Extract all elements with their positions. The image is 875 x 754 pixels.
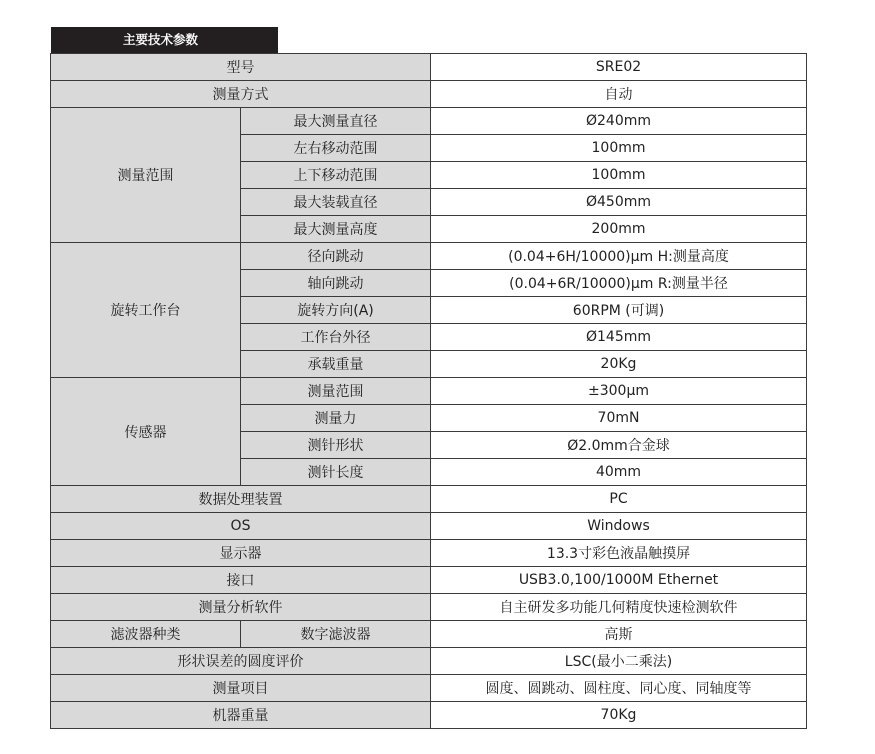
param-label: 显示器 [51, 540, 431, 567]
param-label: 上下移动范围 [241, 162, 431, 189]
table-row [51, 243, 807, 270]
param-label: 测量分析软件 [51, 594, 431, 621]
param-value: LSC(最小二乘法) [431, 648, 807, 675]
param-value: 40mm [431, 459, 807, 486]
param-value: 60RPM (可调) [431, 297, 807, 324]
section-title: 主要技术参数 [51, 27, 278, 53]
param-value: Ø240mm [431, 108, 807, 135]
param-label: 最大测量直径 [241, 108, 431, 135]
param-value: (0.04+6H/10000)µm H:测量高度 [431, 243, 807, 270]
table-row [51, 648, 807, 675]
table-row [51, 594, 807, 621]
param-value: Windows [431, 513, 807, 540]
param-label: 旋转方向(A) [241, 297, 431, 324]
param-label: 轴向跳动 [241, 270, 431, 297]
table-row [51, 486, 807, 513]
spec-table [50, 53, 807, 729]
param-label: OS [51, 513, 431, 540]
group-label: 滤波器种类 [51, 621, 241, 648]
param-value: 70Kg [431, 702, 807, 729]
table-row [51, 540, 807, 567]
param-label: 形状误差的圆度评价 [51, 648, 431, 675]
param-value: ±300µm [431, 378, 807, 405]
param-label: 数据处理装置 [51, 486, 431, 513]
table-row [51, 378, 807, 405]
param-label: 测量力 [241, 405, 431, 432]
param-value: Ø450mm [431, 189, 807, 216]
param-value: 自主研发多功能几何精度快速检测软件 [431, 594, 807, 621]
table-row [51, 513, 807, 540]
param-label: 接口 [51, 567, 431, 594]
param-value: PC [431, 486, 807, 513]
param-value: 自动 [431, 81, 807, 108]
param-value: 13.3寸彩色液晶触摸屏 [431, 540, 807, 567]
param-label: 承载重量 [241, 351, 431, 378]
table-row [51, 675, 807, 702]
param-value: Ø2.0mm合金球 [431, 432, 807, 459]
param-label: 测量项目 [51, 675, 431, 702]
param-label: 测针形状 [241, 432, 431, 459]
param-value: SRE02 [431, 54, 807, 81]
table-row [51, 108, 807, 135]
param-label: 工作台外径 [241, 324, 431, 351]
param-label: 测量范围 [241, 378, 431, 405]
group-label: 传感器 [51, 378, 241, 486]
param-label: 测针长度 [241, 459, 431, 486]
param-label: 测量方式 [51, 81, 431, 108]
param-label: 最大测量高度 [241, 216, 431, 243]
param-label: 径向跳动 [241, 243, 431, 270]
table-row [51, 621, 807, 648]
param-value: (0.04+6R/10000)µm R:测量半径 [431, 270, 807, 297]
param-value: Ø145mm [431, 324, 807, 351]
group-label: 旋转工作台 [51, 243, 241, 378]
table-row [51, 81, 807, 108]
table-row [51, 567, 807, 594]
param-label: 左右移动范围 [241, 135, 431, 162]
table-row [51, 54, 807, 81]
param-value: 20Kg [431, 351, 807, 378]
param-label: 型号 [51, 54, 431, 81]
table-row [51, 702, 807, 729]
param-value: 200mm [431, 216, 807, 243]
param-label: 最大装载直径 [241, 189, 431, 216]
param-value: 高斯 [431, 621, 807, 648]
param-value: 70mN [431, 405, 807, 432]
param-label: 机器重量 [51, 702, 431, 729]
param-value: 圆度、圆跳动、圆柱度、同心度、同轴度等 [431, 675, 807, 702]
param-value: 100mm [431, 162, 807, 189]
group-label: 测量范围 [51, 108, 241, 243]
param-value: USB3.0,100/1000M Ethernet [431, 567, 807, 594]
param-value: 100mm [431, 135, 807, 162]
param-label: 数字滤波器 [241, 621, 431, 648]
